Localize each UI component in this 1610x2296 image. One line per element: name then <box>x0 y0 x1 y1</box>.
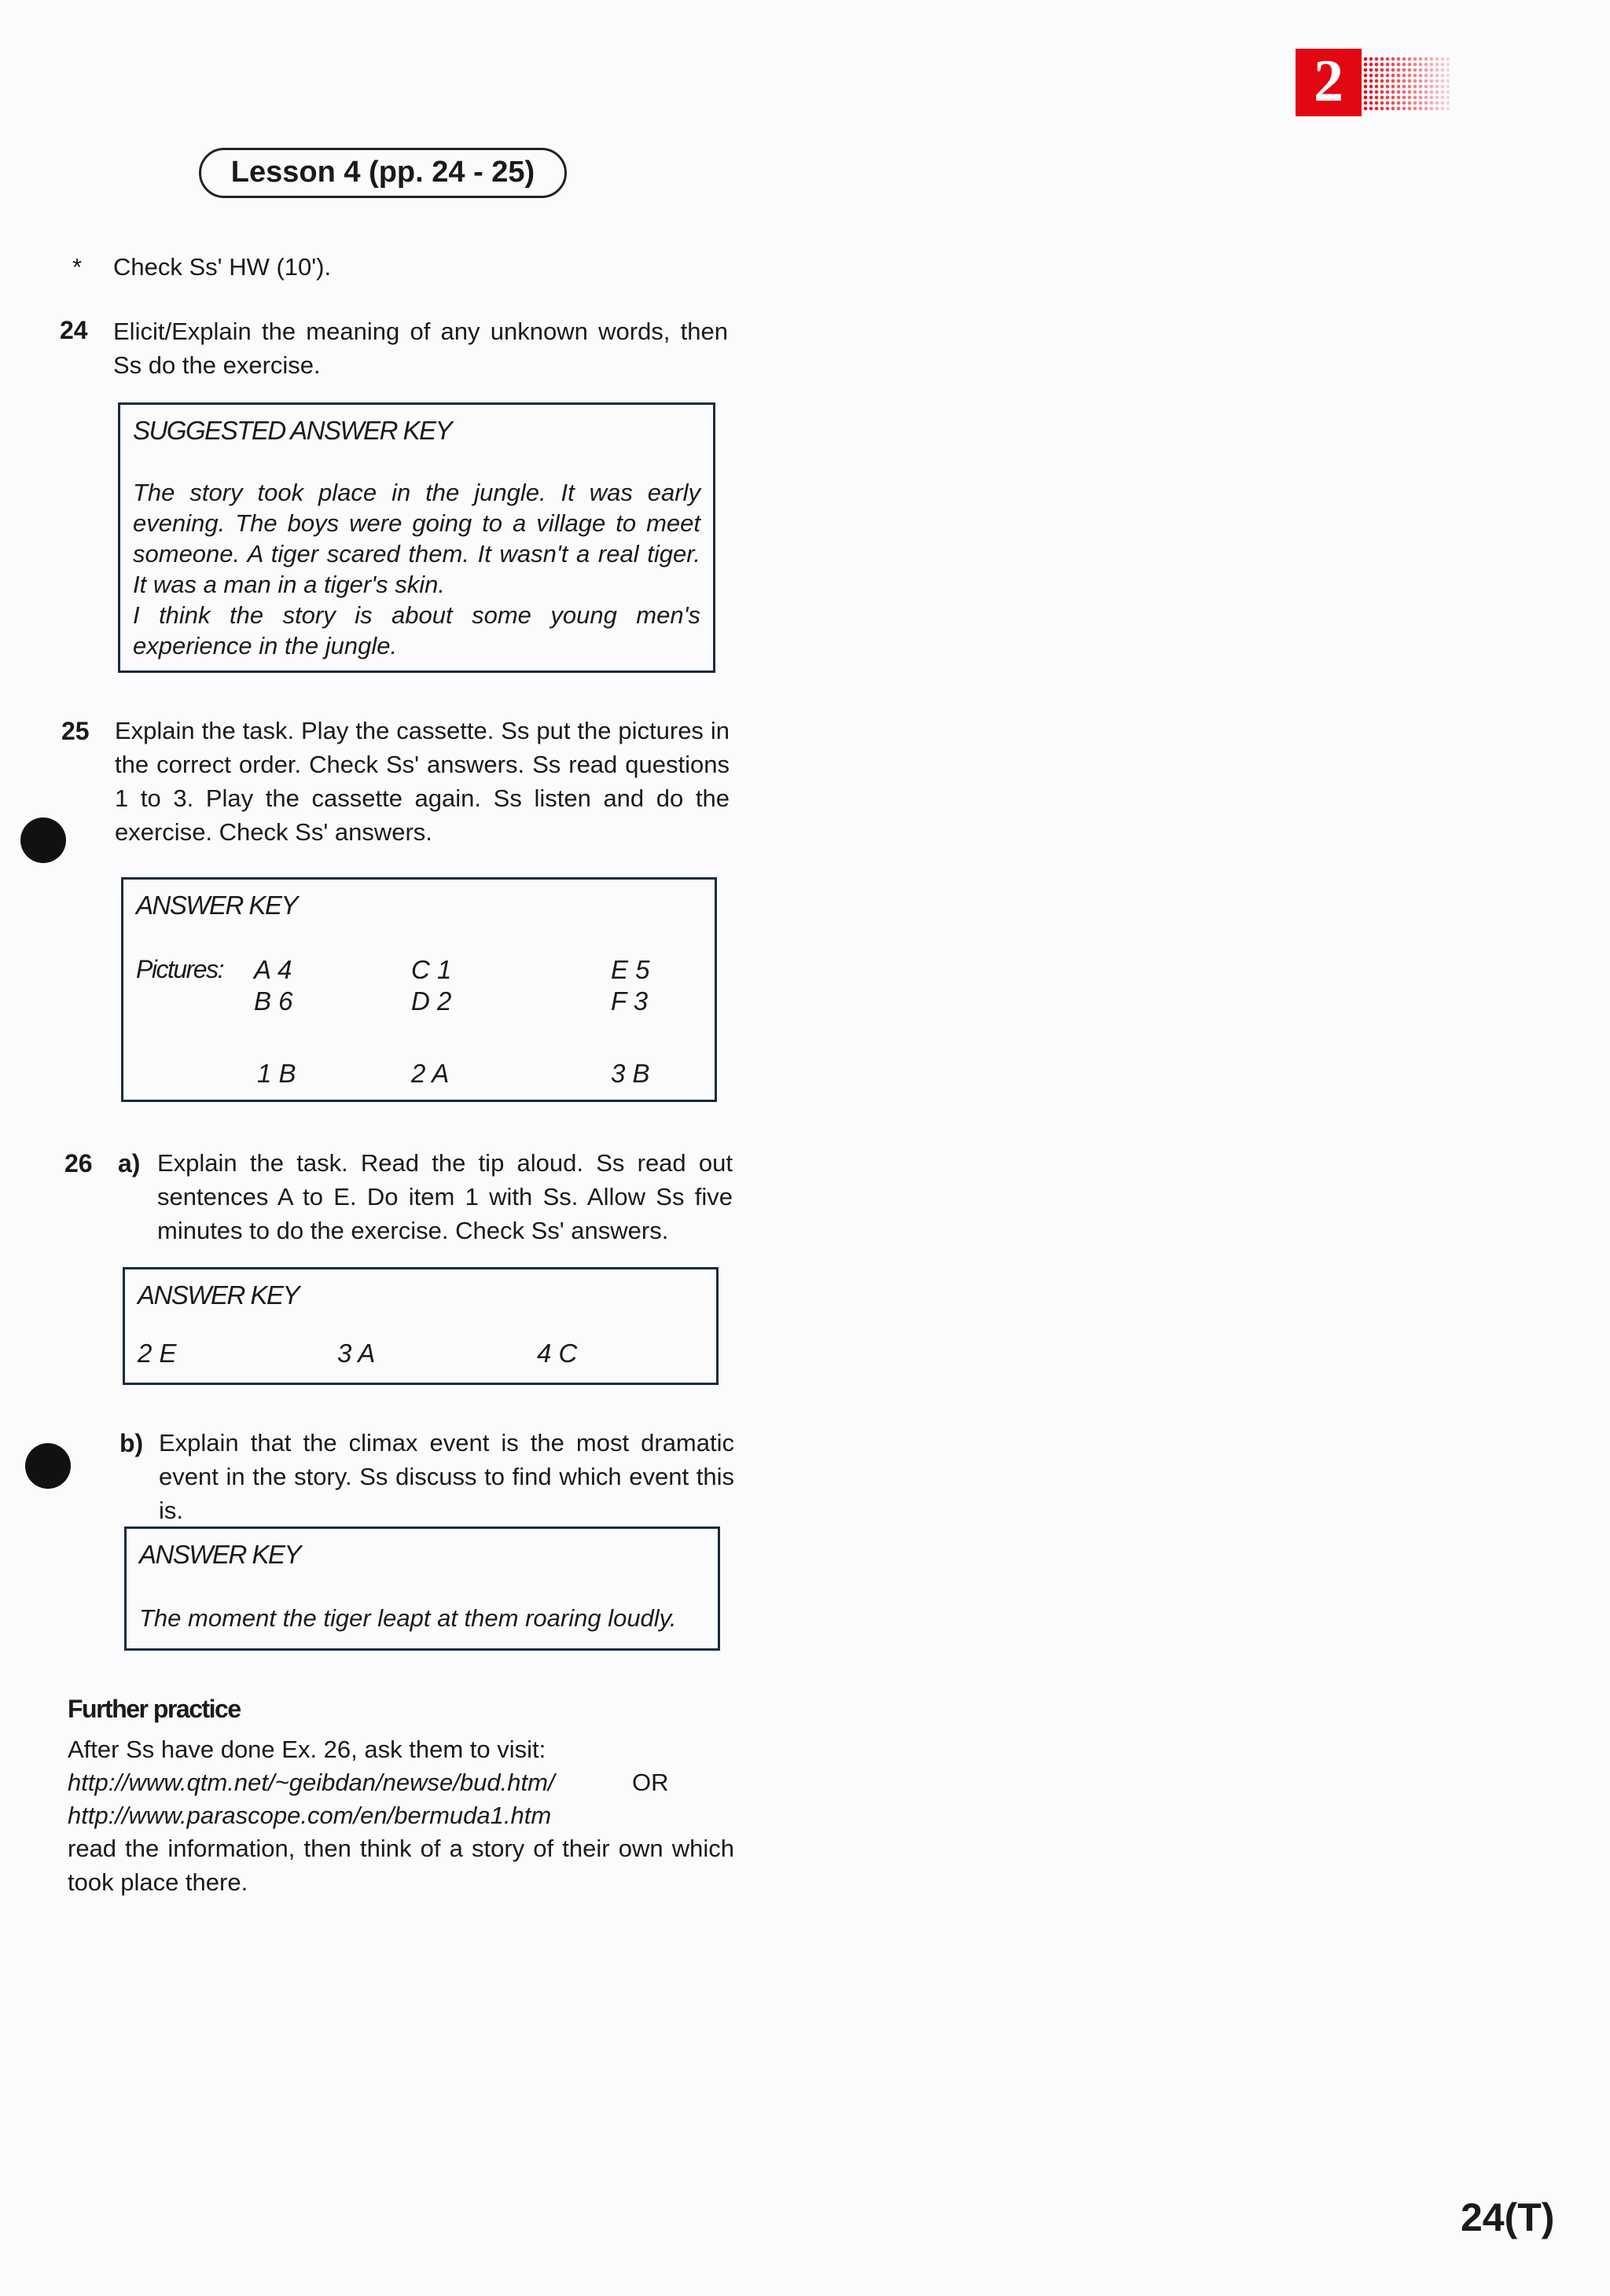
exercise-26a-label: a) <box>118 1149 141 1177</box>
answer-key-title: ANSWER KEY <box>138 1280 300 1310</box>
answer-key-title: ANSWER KEY <box>136 891 298 920</box>
answer-key-title: ANSWER KEY <box>139 1540 301 1569</box>
check-hw-text: Check Ss' HW (10'). <box>113 253 332 281</box>
marker-dot <box>20 817 66 863</box>
exercise-24-number: 24 <box>60 316 88 344</box>
picture-answer: E 5 <box>611 955 650 984</box>
exercise-26b-answer-box <box>124 1526 720 1651</box>
page-number: 24(T) <box>1461 2195 1555 2239</box>
further-practice-text: After Ss have done Ex. 26, ask them to visit: <box>68 1736 546 1763</box>
halftone-dots-decoration <box>1363 57 1450 112</box>
pictures-label: Pictures: <box>136 955 223 983</box>
answer-item: 4 C <box>537 1339 578 1368</box>
further-practice-text: read the information, then think of a story of their own which took place there. <box>68 1835 734 1896</box>
picture-answer: F 3 <box>611 986 649 1016</box>
picture-answer: D 2 <box>411 986 452 1016</box>
unit-badge: 2 <box>1296 49 1362 116</box>
exercise-24-answer-box <box>118 402 715 673</box>
picture-answer: A 4 <box>254 955 292 984</box>
exercise-25-instructions: Explain the task. Play the cassette. Ss put the pictures in the correct order. Check Ss' answers. Ss read questions 1 to 3. Play the cassette again. Ss listen and do the exercise. Check Ss' answers. <box>115 717 730 846</box>
lesson-title: Lesson 4 (pp. 24 - 25) <box>199 148 567 198</box>
question-answer: 2 A <box>411 1059 450 1088</box>
marker-dot <box>25 1443 71 1489</box>
answer-key-text: The story took place in the jungle. It was early evening. The boys were going to a village to meet someone. A tiger scared them. It wasn't a real tiger. It was a man in a tiger's skin. <box>133 479 700 598</box>
exercise-25-number: 25 <box>61 717 90 745</box>
exercise-24-instructions: Elicit/Explain the meaning of any unknown words, then Ss do the exercise. <box>113 318 728 379</box>
website-link[interactable]: http://www.parascope.com/en/bermuda1.htm <box>68 1802 552 1829</box>
answer-item: 3 A <box>337 1339 376 1368</box>
exercise-26-number: 26 <box>64 1149 93 1177</box>
exercise-26b-label: b) <box>119 1429 144 1457</box>
picture-answer: C 1 <box>411 955 452 984</box>
or-text: OR <box>632 1769 669 1796</box>
website-link[interactable]: http://www.qtm.net/~geibdan/newse/bud.htm/ <box>68 1769 555 1796</box>
bullet-star: * <box>72 253 83 281</box>
picture-answer: B 6 <box>254 986 293 1016</box>
further-practice-heading: Further practice <box>68 1695 241 1723</box>
answer-key-text: The moment the tiger leapt at them roaring loudly. <box>139 1604 677 1632</box>
exercise-26a-answer-box <box>123 1267 719 1385</box>
answer-key-text: I think the story is about some young men's experience in the jungle. <box>133 601 700 659</box>
exercise-25-answer-box <box>121 877 717 1102</box>
answer-key-title: SUGGESTED ANSWER KEY <box>133 416 452 445</box>
exercise-26a-instructions: Explain the task. Read the tip aloud. Ss read out sentences A to E. Do item 1 with Ss. Allow Ss five minutes to do the exercise. Check Ss' answers. <box>157 1149 733 1244</box>
exercise-26b-instructions: Explain that the climax event is the most dramatic event in the story. Ss discuss to find which event this is. <box>159 1429 734 1524</box>
answer-item: 2 E <box>138 1339 177 1368</box>
question-answer: 1 B <box>257 1059 296 1088</box>
question-answer: 3 B <box>611 1059 650 1088</box>
